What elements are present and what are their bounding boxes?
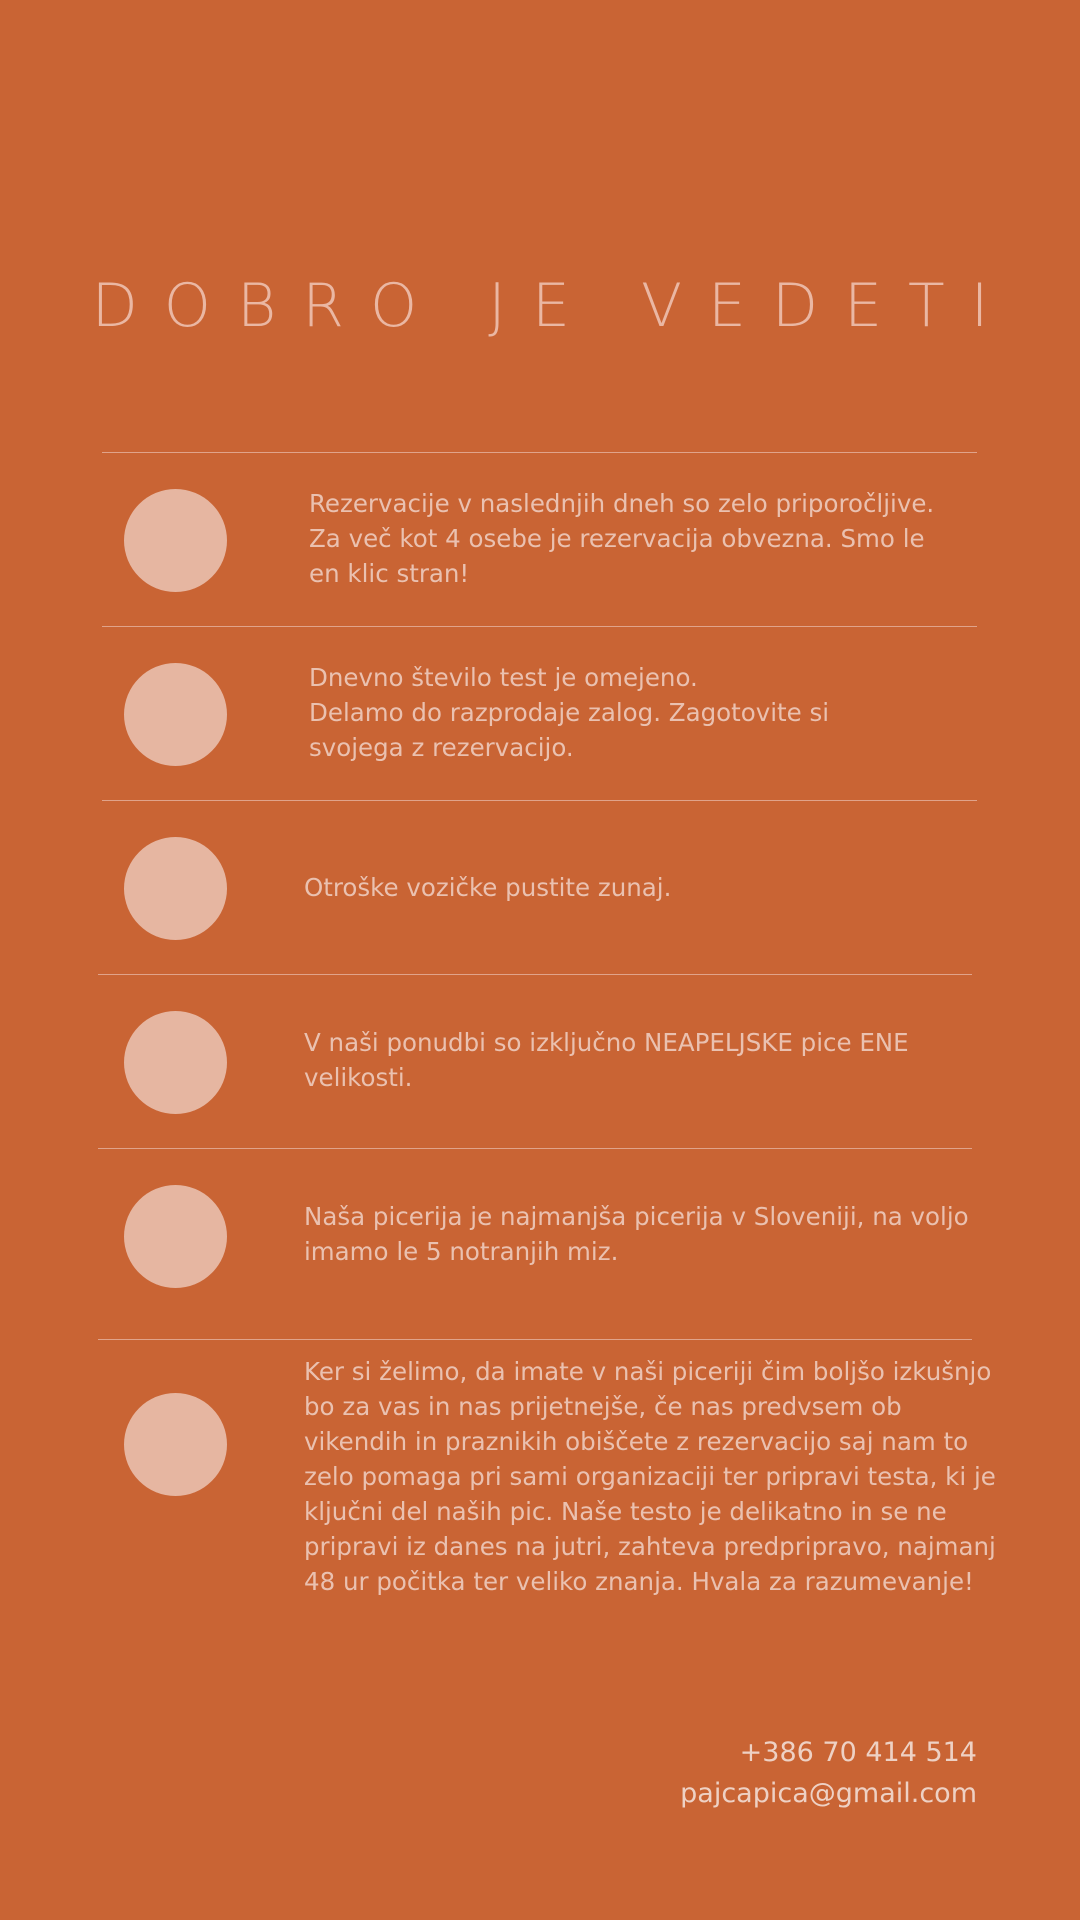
circle-bullet-icon [124, 1393, 227, 1496]
divider [98, 1339, 972, 1340]
info-item-strollers: Otroške vozičke pustite zunaj. [304, 873, 672, 902]
info-item-limited-dough: Dnevno število test je omejeno. Delamo do razprodaje zalog. Zagotovite si svojega z rezervacijo. [309, 663, 830, 762]
divider [102, 452, 977, 453]
circle-bullet-icon [124, 1011, 227, 1114]
divider [102, 800, 977, 801]
divider [98, 1148, 972, 1149]
info-item-reservations: Rezervacije v naslednjih dneh so zelo priporočljive. Za več kot 4 osebe je rezervacija obvezna. Smo le en klic stran! [309, 489, 935, 588]
divider [102, 626, 977, 627]
circle-bullet-icon [124, 1185, 227, 1288]
contact-phone[interactable]: +386 70 414 514 [739, 1737, 977, 1768]
info-item-smallest-pizzeria: Naša picerija je najmanjša picerija v Sloveniji, na voljo imamo le 5 notranjih miz. [304, 1202, 969, 1266]
circle-bullet-icon [124, 837, 227, 940]
circle-bullet-icon [124, 663, 227, 766]
divider [98, 974, 972, 975]
circle-bullet-icon [124, 489, 227, 592]
info-item-reservation-note: Ker si želimo, da imate v naši piceriji čim boljšo izkušnjo bo za vas in nas prijetnejše, če nas predvsem ob vikendih in praznikih obiščete z rezervacijo saj nam to zelo pomaga pri sami organizaciji ter pripravi testa, ki je ključni del naših pic. Naše testo je delikatno in se ne pripravi iz danes na jutri, zahteva predpripravo, najmanj 48 ur počitka ter veliko znanja. Hvala za razumevanje! [304, 1357, 996, 1596]
info-item-neapolitan-pizza: V naši ponudbi so izključno NEAPELJSKE pice ENE velikosti. [304, 1028, 909, 1092]
contact-email[interactable]: pajcapica@gmail.com [680, 1778, 977, 1809]
page-title: DOBRO JE VEDETI [91, 271, 1015, 341]
